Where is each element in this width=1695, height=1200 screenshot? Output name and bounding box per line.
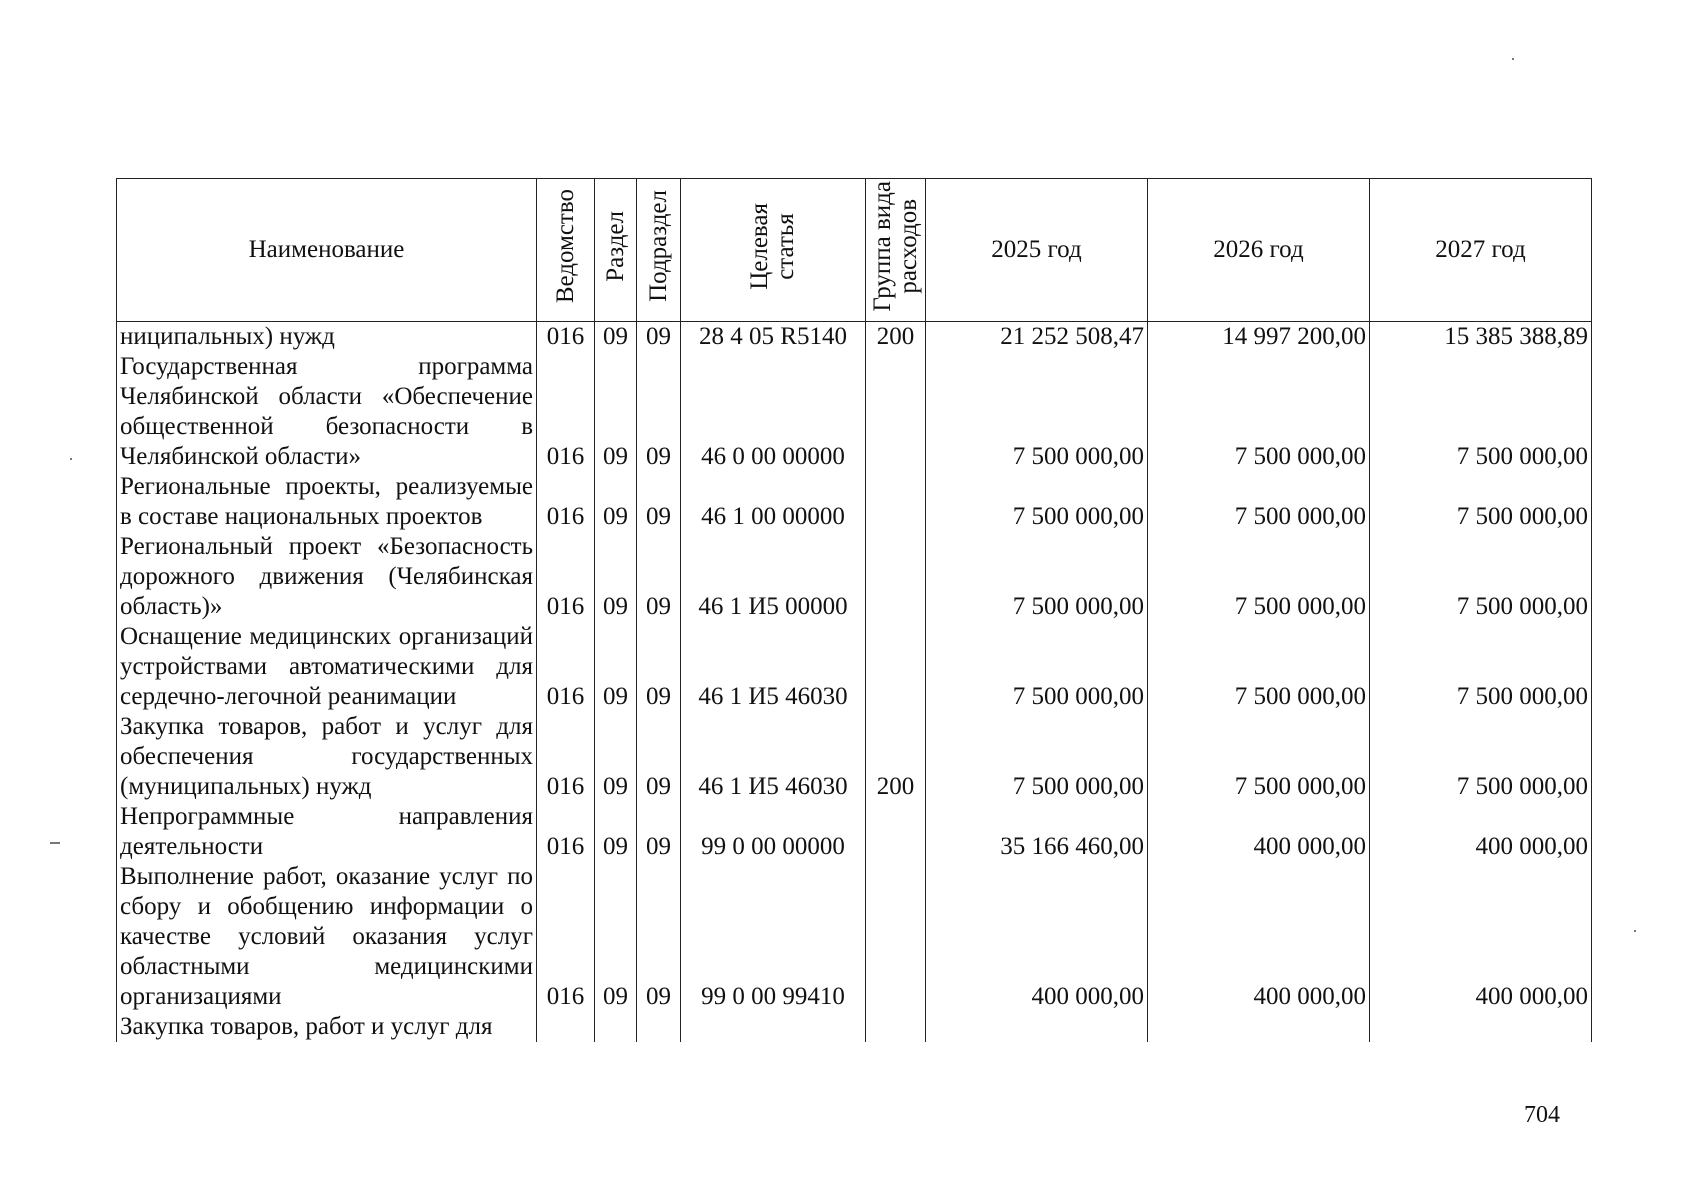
cell-2025: 7 500 000,00 — [926, 622, 1148, 712]
cell-2027: 7 500 000,00 — [1370, 352, 1592, 472]
table-row — [117, 472, 1592, 532]
header-2027: 2027 год — [1370, 179, 1592, 322]
cell-name: Закупка товаров, работ и услуг для — [117, 1012, 537, 1042]
cell-name: Непрограммные направления деятельности — [117, 802, 537, 862]
cell-2027: 7 500 000,00 — [1370, 472, 1592, 532]
table-row — [117, 862, 1592, 1012]
page-number: 704 — [1524, 1102, 1560, 1128]
cell-target-article: 46 0 00 00000 — [681, 352, 866, 472]
cell-podrazdel — [637, 1012, 681, 1042]
cell-2027: 7 500 000,00 — [1370, 712, 1592, 802]
cell-2026: 400 000,00 — [1148, 802, 1370, 862]
cell-vedomstvo: 016 — [537, 322, 595, 353]
cell-2026: 7 500 000,00 — [1148, 622, 1370, 712]
cell-target-article: 46 1 И5 00000 — [681, 532, 866, 622]
scan-speck — [1512, 58, 1514, 60]
header-razdel: Раздел — [595, 179, 637, 322]
cell-vedomstvo: 016 — [537, 352, 595, 472]
cell-target-article — [681, 1012, 866, 1042]
cell-2025: 21 252 508,47 — [926, 322, 1148, 353]
cell-expense-group — [866, 352, 926, 472]
cell-podrazdel: 09 — [637, 532, 681, 622]
cell-vedomstvo: 016 — [537, 532, 595, 622]
cell-podrazdel: 09 — [637, 322, 681, 353]
cell-target-article: 28 4 05 R5140 — [681, 322, 866, 353]
cell-2027: 7 500 000,00 — [1370, 532, 1592, 622]
cell-vedomstvo: 016 — [537, 712, 595, 802]
cell-expense-group — [866, 802, 926, 862]
cell-podrazdel: 09 — [637, 622, 681, 712]
cell-razdel: 09 — [595, 472, 637, 532]
header-vedomstvo: Ведомство — [537, 179, 595, 322]
cell-expense-group: 200 — [866, 712, 926, 802]
header-podrazdel: Подраздел — [637, 179, 681, 322]
cell-2025: 35 166 460,00 — [926, 802, 1148, 862]
cell-2027: 400 000,00 — [1370, 802, 1592, 862]
cell-2027: 400 000,00 — [1370, 862, 1592, 1012]
cell-podrazdel: 09 — [637, 712, 681, 802]
cell-2026: 14 997 200,00 — [1148, 322, 1370, 353]
cell-2027: 7 500 000,00 — [1370, 622, 1592, 712]
cell-vedomstvo — [537, 1012, 595, 1042]
cell-expense-group — [866, 532, 926, 622]
cell-2025: 7 500 000,00 — [926, 712, 1148, 802]
cell-name: ниципальных) нужд — [117, 322, 537, 353]
cell-vedomstvo: 016 — [537, 862, 595, 1012]
cell-2026: 7 500 000,00 — [1148, 532, 1370, 622]
table-row — [117, 712, 1592, 802]
cell-2025: 400 000,00 — [926, 862, 1148, 1012]
cell-expense-group — [866, 622, 926, 712]
table-header — [117, 179, 1592, 322]
cell-vedomstvo: 016 — [537, 802, 595, 862]
cell-2026: 7 500 000,00 — [1148, 352, 1370, 472]
table-row — [117, 352, 1592, 472]
cell-2025: 7 500 000,00 — [926, 472, 1148, 532]
cell-razdel: 09 — [595, 622, 637, 712]
scan-speck — [50, 842, 60, 844]
cell-razdel: 09 — [595, 322, 637, 353]
cell-razdel: 09 — [595, 352, 637, 472]
cell-vedomstvo: 016 — [537, 472, 595, 532]
cell-2026: 7 500 000,00 — [1148, 712, 1370, 802]
cell-name: Закупка товаров, работ и услуг для обеспечения государственных (муниципальных) нужд — [117, 712, 537, 802]
scan-speck — [70, 458, 72, 460]
budget-table — [116, 178, 1592, 1042]
cell-expense-group: 200 — [866, 322, 926, 353]
cell-podrazdel: 09 — [637, 802, 681, 862]
header-name: Наименование — [117, 179, 537, 322]
table-row — [117, 322, 1592, 353]
cell-razdel: 09 — [595, 532, 637, 622]
scan-speck — [1634, 930, 1636, 932]
cell-razdel: 09 — [595, 862, 637, 1012]
cell-podrazdel: 09 — [637, 862, 681, 1012]
cell-target-article: 46 1 00 00000 — [681, 472, 866, 532]
table-body — [117, 322, 1592, 1043]
header-target-article: Целевая статья — [681, 179, 866, 322]
cell-razdel — [595, 1012, 637, 1042]
cell-2025: 7 500 000,00 — [926, 532, 1148, 622]
cell-2025 — [926, 1012, 1148, 1042]
cell-2027 — [1370, 1012, 1592, 1042]
header-2025: 2025 год — [926, 179, 1148, 322]
cell-razdel: 09 — [595, 712, 637, 802]
cell-2026: 400 000,00 — [1148, 862, 1370, 1012]
cell-2026 — [1148, 1012, 1370, 1042]
header-expense-group: Группа вида расходов — [866, 179, 926, 322]
cell-target-article: 99 0 00 99410 — [681, 862, 866, 1012]
cell-target-article: 46 1 И5 46030 — [681, 712, 866, 802]
cell-name: Выполнение работ, оказание услуг по сбору и обобщению информации о качестве условий оказания услуг областными медицинскими организациями — [117, 862, 537, 1012]
cell-2027: 15 385 388,89 — [1370, 322, 1592, 353]
cell-name: Государственная программа Челябинской области «Обеспечение общественной безопасности в Челябинской области» — [117, 352, 537, 472]
cell-target-article: 46 1 И5 46030 — [681, 622, 866, 712]
table-row — [117, 532, 1592, 622]
cell-target-article: 99 0 00 00000 — [681, 802, 866, 862]
cell-2026: 7 500 000,00 — [1148, 472, 1370, 532]
cell-vedomstvo: 016 — [537, 622, 595, 712]
cell-expense-group — [866, 1012, 926, 1042]
cell-podrazdel: 09 — [637, 472, 681, 532]
cell-podrazdel: 09 — [637, 352, 681, 472]
cell-expense-group — [866, 862, 926, 1012]
table-row — [117, 622, 1592, 712]
cell-name: Региональный проект «Безопасность дорожного движения (Челябинская область)» — [117, 532, 537, 622]
table-row — [117, 802, 1592, 862]
cell-2025: 7 500 000,00 — [926, 352, 1148, 472]
cell-name: Оснащение медицинских организаций устройствами автоматическими для сердечно-легочной реанимации — [117, 622, 537, 712]
cell-name: Региональные проекты, реализуемые в составе национальных проектов — [117, 472, 537, 532]
cell-expense-group — [866, 472, 926, 532]
header-2026: 2026 год — [1148, 179, 1370, 322]
table-row — [117, 1012, 1592, 1042]
cell-razdel: 09 — [595, 802, 637, 862]
